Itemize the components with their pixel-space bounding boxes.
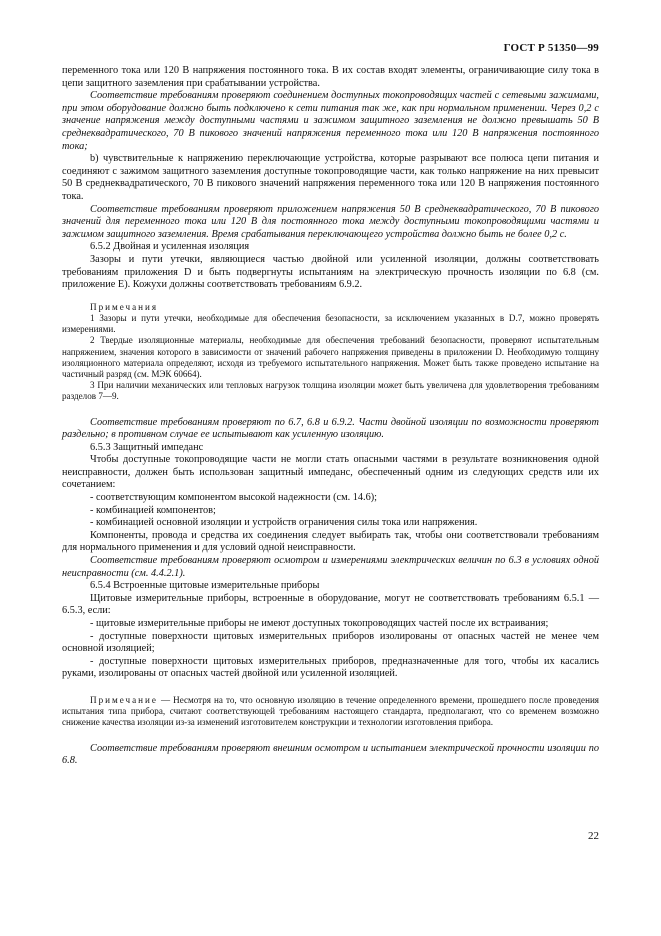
document-header: ГОСТ Р 51350—99 <box>503 42 599 54</box>
notes-heading: Примечания <box>90 301 159 312</box>
paragraph-item-b: b) чувствительные к напряжению переключающие устройства, которые разрывают все полюса цепи питания и соединяют с зажимом защитного заземления доступные токопроводящие части, как только напряжение на них превысит 50 В среднеквадратического, 70 В пикового значений напряжения переменного тока или 120 В напряжения постоянного тока. <box>62 153 599 202</box>
note-item: 3 При наличии механических или тепловых нагрузок толщина изоляции может быть увеличена для удовлетворения требованиям разделов 7—9. <box>62 380 599 402</box>
paragraph-continuation: переменного тока или 120 В напряжения постоянного тока. В их состав входят элементы, ограничивающие силу тока в цепи защитного заземления при срабатывании устройства. <box>62 65 599 89</box>
paragraph: Компоненты, провода и средства их соединения следует выбирать так, чтобы они соответствовали требованиям для нормального применения и для условий одной неисправности. <box>62 529 599 554</box>
paragraph: Зазоры и пути утечки, являющиеся частью двойной или усиленной изоляции, должны соответствовать требованиям приложения D и быть подвергнуты испытаниям на электрическую прочность изоляции по 6.8 (см. приложение Е). Кожухи должны соответствовать требованиям 6.9.2. <box>62 253 599 291</box>
paragraph: Чтобы доступные токопроводящие части не могли стать опасными частями в результате возникновения одной неисправности, должен быть использован защитный импеданс, обеспеченный одним из следующих средств или их сочетанием: <box>62 454 599 491</box>
compliance-check: Соответствие требованиям проверяют по 6.7, 6.8 и 6.9.2. Части двойной изоляции по возможности проверяют раздельно; в противном случае ее испытывают как усиленную изоляцию. <box>62 416 599 441</box>
page-number: 22 <box>588 830 599 842</box>
list-item: - соответствующим компонентом высокой надежности (см. 14.6); <box>90 492 378 504</box>
list-item: - доступные поверхности щитовых измерительных приборов, предназначенные для того, чтобы их касались руками, изолированы от опасных частей двойной или усиленной изоляцией. <box>62 655 599 680</box>
note-label: Примечание <box>90 694 158 705</box>
section-heading-6-5-3: 6.5.3 Защитный импеданс <box>90 441 204 453</box>
compliance-check: Соответствие требованиям проверяют внешним осмотром и испытанием электрической прочности изоляции по 6.8. <box>62 742 599 767</box>
list-item: - доступные поверхности щитовых измерительных приборов изолированы от опасных частей не менее чем основной изоляцией; <box>62 630 599 655</box>
note-text: — Несмотря на то, что основную изоляцию в течение определенного времени, прошедшего после проведения испытания типа прибора, считают соответствующей требованиям настоящего стандарта, предполагают, что со временем возможно снижение качества изоляции из-за изменений изготовителем конструкции и технологии изготовления прибора. <box>62 694 599 728</box>
note-paragraph <box>62 695 599 729</box>
list-item: - комбинацией компонентов; <box>90 504 216 516</box>
section-heading-6-5-2: 6.5.2 Двойная и усиленная изоляция <box>90 241 250 253</box>
list-item: - комбинацией основной изоляции и устройств ограничения силы тока или напряжения. <box>90 517 478 529</box>
list-item: - щитовые измерительные приборы не имеют доступных токопроводящих частей после их встраивания; <box>90 618 549 630</box>
section-heading-6-5-4: 6.5.4 Встроенные щитовые измерительные приборы <box>90 580 320 592</box>
compliance-check: Соответствие требованиям проверяют соединением доступных токопроводящих частей с сетевыми зажимами, при этом оборудование должно быть подключено к сети питания так же, как при нормальном применении. Через 0,2 с значение напряжения между доступными частями и зажимом защитного заземления не должно превышать 50 В среднеквадратического, 70 В пикового значений напряжения переменного тока или 120 В напряжения постоянного тока; <box>62 90 599 152</box>
document-page <box>62 42 599 768</box>
compliance-check: Соответствие требованиям проверяют приложением напряжения 50 В среднеквадратического, 70 В пикового значений для переменного тока или 120 В для постоянного тока между доступными токопроводящими частями и зажимом защитного заземления. Время срабатывания переключающего устройства должно быть не более 0,2 с. <box>62 203 599 240</box>
compliance-check: Соответствие требованиям проверяют осмотром и измерениями электрических величин по 6.3 в условиях одной неисправности (см. 4.4.2.1). <box>62 555 599 579</box>
note-item: 2 Твердые изоляционные материалы, необходимые для обеспечения требований безопасности, проверяют испытательным напряжением, значения которого в зависимости от значений рабочего напряжения приведены в приложении D. Необходимую толщину изоляционного материала определяют, исходя из требуемого испытательного напряжения. Может быть также проведено испытание на частичный разряд (см. МЭК 60664). <box>62 335 599 379</box>
note-item: 1 Зазоры и пути утечки, необходимые для обеспечения безопасности, за исключением указанных в D.7, можно проверять измерениями. <box>62 312 599 335</box>
paragraph: Щитовые измерительные приборы, встроенные в оборудование, могут не соответствовать требованиям 6.5.1 — 6.5.3, если: <box>62 592 599 617</box>
